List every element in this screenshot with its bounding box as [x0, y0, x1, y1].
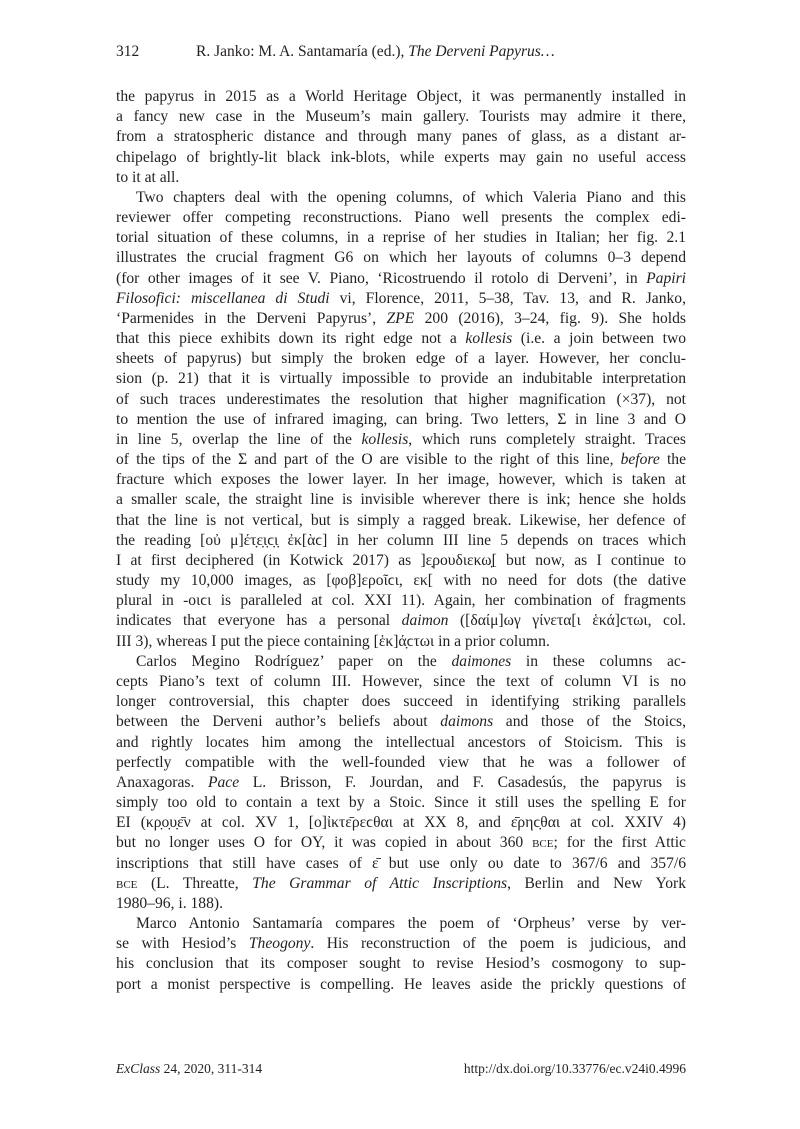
text-segment: vi, Florence, 2011, 5–38, Tav. 13, and R. Janko,	[329, 289, 686, 307]
text-line	[116, 793, 686, 813]
text-segment: sion (p. 21) that it is virtually impossible to provide an indubitable interpretation	[116, 370, 686, 388]
text-segment: cepts Piano’s text of column III. However, since the text of column VI is no	[116, 672, 686, 690]
text-line	[116, 269, 686, 289]
text-segment: the papyrus in 2015 as a World Heritage Object, it was permanently installed in	[116, 88, 686, 105]
text-line	[116, 692, 686, 712]
text-line	[116, 551, 686, 571]
text-segment: (i.e. a join between two	[512, 330, 686, 348]
text-segment: 1980–96, i. 188).	[116, 894, 223, 912]
text-segment: se with Hesiod’s	[116, 935, 249, 953]
italic-text: daimones	[451, 652, 512, 670]
text-line	[116, 591, 686, 611]
text-segment: reviewer offer competing reconstructions. Piano well presents the complex edi-	[116, 209, 686, 227]
text-line	[116, 975, 686, 995]
body-text	[116, 87, 686, 995]
text-segment: and rightly locates him among the intellectual ancestors of Stoicism. This is	[116, 733, 686, 751]
text-segment: between the Derveni author’s beliefs about	[116, 713, 441, 731]
text-line	[116, 188, 686, 208]
text-segment: , which runs completely straight. Traces	[408, 430, 686, 448]
text-segment: sheets of papyrus) but simply the broken edge of a layer. However, her conclu-	[116, 350, 686, 368]
text-segment: perfectly compatible with the well-founded view that he was a follower of	[116, 753, 686, 771]
text-line	[116, 410, 686, 430]
text-segment: of the tips of the Σ and part of the O are visible to the right of this line,	[116, 451, 621, 469]
text-segment: but no longer uses O for OY, it was copied in about 360	[116, 834, 533, 852]
text-line	[116, 914, 686, 934]
text-line	[116, 349, 686, 369]
text-segment: bce	[116, 874, 138, 892]
text-segment: EI (κρ̣ο̣υ̣ε̄ν at col. XV 1, [ο]ἰκτε̄ρεϲθαι at XX 8, and ε̄ρηϲ̣θαι at col. XXIV 4)	[116, 814, 686, 832]
text-segment: simply too old to contain a text by a Stoic. Since it still uses the spelling E for	[116, 794, 686, 812]
text-segment: torial situation of these columns, in a reprise of her studies in Italian; her fig. 2.1	[116, 229, 686, 247]
text-line	[116, 854, 686, 874]
italic-text: Pace	[207, 773, 240, 791]
text-segment: ([δαίμ]ωγ γίνετα[ι ἑκά]ϲτωι, col.	[448, 612, 686, 630]
text-segment: bce	[532, 834, 554, 852]
footer-doi-link[interactable]: http://dx.doi.org/10.33776/ec.v24i0.4996	[463, 1061, 686, 1076]
text-line	[116, 571, 686, 591]
text-line	[116, 611, 686, 631]
text-segment: port a monist perspective is compelling. He leaves aside the prickly questions of	[116, 975, 686, 993]
text-line	[116, 248, 686, 268]
running-title-book: The Derveni Papyrus…	[408, 43, 555, 60]
text-segment: a fancy new case in the Museum’s main gallery. Tourists may admire it there,	[116, 108, 686, 126]
text-segment: Carlos Megino Rodríguez’ paper on the	[136, 652, 452, 670]
text-line	[116, 107, 686, 127]
text-line	[116, 490, 686, 510]
italic-text: daimon	[401, 612, 449, 630]
italic-text: kollesis	[465, 330, 513, 348]
text-segment: the	[659, 451, 686, 469]
text-segment: that this piece exhibits down its right edge not a	[116, 330, 466, 348]
text-line	[116, 87, 686, 107]
text-line	[116, 632, 686, 652]
text-line	[116, 672, 686, 692]
text-line	[116, 309, 686, 329]
text-segment: Marco Antonio Santamaría compares the poem of ‘Orpheus’ verse by ver-	[136, 915, 686, 933]
text-line	[116, 874, 686, 894]
text-line	[116, 712, 686, 732]
text-line	[116, 390, 686, 410]
italic-text: The Grammar of Attic Inscriptions	[252, 874, 508, 892]
text-segment: in line 5, overlap the line of the	[116, 430, 362, 448]
text-line	[116, 733, 686, 753]
text-line	[116, 228, 686, 248]
italic-text: Papiri	[646, 269, 686, 287]
text-segment: and those of the Stoics,	[493, 713, 686, 731]
text-line	[116, 329, 686, 349]
text-segment: that the line is not vertical, but is simply a ragged break. Likewise, her defence of	[116, 511, 686, 529]
text-segment: Anaxagoras.	[116, 773, 208, 791]
text-line	[116, 652, 686, 672]
text-segment: the reading [οὐ μ]έτ̣ε̣ι̣ϲ̣ι̣ ἐκ[ὰϲ] in her column III line 5 depends on traces which	[116, 531, 686, 549]
text-line	[116, 813, 686, 833]
text-line	[116, 430, 686, 450]
text-segment: L. Brisson, F. Jourdan, and F. Casadesús, the papyrus is	[239, 773, 686, 791]
text-line	[116, 531, 686, 551]
text-line	[116, 450, 686, 470]
italic-text: Theogony	[248, 935, 311, 953]
text-line	[116, 369, 686, 389]
text-segment: from a stratospheric distance and through many panes of glass, as a distant ar-	[116, 128, 686, 146]
text-line	[116, 470, 686, 490]
text-segment: his conclusion that its composer sought to revise Hesiod’s cosmogony to sup-	[116, 955, 686, 973]
text-line	[116, 894, 686, 914]
running-title-author: R. Janko: M. A. Santamaría (ed.),	[196, 43, 409, 60]
text-line	[116, 168, 686, 188]
footer-citation	[116, 1061, 262, 1077]
text-line	[116, 289, 686, 309]
text-segment: in these columns ac-	[511, 652, 686, 670]
text-line	[116, 934, 686, 954]
text-segment: to mention the use of infrared imaging, can bring. Two letters, Σ in line 3 and O	[116, 410, 686, 428]
text-segment: ‘Parmenides in the Derveni Papyrus’,	[116, 309, 387, 327]
text-segment: study my 10,000 images, as [φοβ]εροῖϲι, εκ[ with no need for dots (the dative	[116, 572, 686, 590]
text-segment: (for other images of it see V. Piano, ‘Ricostruendo il rotolo di Derveni’, in	[116, 269, 647, 287]
text-segment: III 3), whereas I put the piece containing [ἑκ]ά̣ϲτωι in a prior column.	[116, 632, 550, 650]
text-segment: . His reconstruction of the poem is judicious, and	[310, 935, 686, 953]
text-line	[116, 773, 686, 793]
text-line	[116, 148, 686, 168]
italic-text: Filosofici: miscellanea di Studi	[116, 289, 330, 307]
text-segment: a smaller scale, the straight line is invisible wherever there is ink; hence she holds	[116, 491, 686, 509]
text-segment: of such traces underestimates the resolution that higher magnification (×37), not	[116, 390, 686, 408]
text-segment: inscriptions that still have cases of ε̄ but use only ου date to 367/6 and 357/6	[116, 854, 686, 872]
text-line	[116, 954, 686, 974]
text-segment: plural in -οιϲι is paralleled at col. XXI 11). Again, her combination of fragments	[116, 592, 686, 610]
running-title	[196, 43, 555, 61]
text-segment: chipelago of brightly-lit black ink-blots, while experts may gain no useful access	[116, 148, 686, 166]
text-segment: fracture which exposes the lower layer. In her image, however, which is taken at	[116, 471, 686, 489]
journal-name: ExClass	[116, 1061, 161, 1076]
text-segment: to it at all.	[116, 168, 180, 186]
italic-text: before	[620, 451, 660, 469]
text-line	[116, 833, 686, 853]
text-segment: I at first deciphered (in Kotwick 2017) as ]ε̣ρουδιεκω̣[ but now, as I continue to	[116, 551, 686, 569]
page-number: 312	[116, 43, 140, 60]
text-segment: ; for the first Attic	[553, 834, 686, 852]
text-segment: (L. Threatte,	[137, 874, 253, 892]
journal-volume: 24, 2020, 311-314	[160, 1061, 263, 1076]
text-line	[116, 511, 686, 531]
text-line	[116, 127, 686, 147]
text-segment: 200 (2016), 3–24, fig. 9). She holds	[414, 309, 686, 327]
italic-text: daimons	[440, 713, 494, 731]
italic-text: ZPE	[386, 309, 415, 327]
italic-text: kollesis	[361, 430, 409, 448]
text-segment: , Berlin and New York	[507, 874, 687, 892]
text-segment: longer controversial, this chapter does succeed in identifying striking parallels	[116, 693, 686, 711]
text-segment: Two chapters deal with the opening columns, of which Valeria Piano and this	[136, 188, 686, 206]
text-segment: illustrates the crucial fragment G6 on which her layouts of columns 0–3 depend	[116, 249, 686, 267]
text-line	[116, 753, 686, 773]
text-line	[116, 208, 686, 228]
text-segment: indicates that everyone has a personal	[116, 612, 402, 630]
